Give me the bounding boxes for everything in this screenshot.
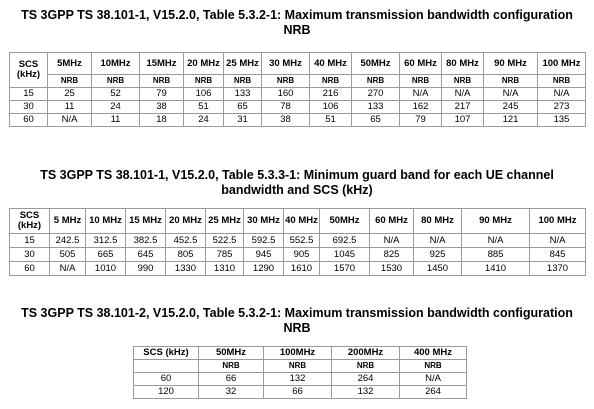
value-cell: N/A — [538, 88, 586, 101]
table2-header-cell: 30 MHz — [244, 209, 284, 234]
value-cell: 38 — [140, 101, 184, 114]
table1-header-cell: 50MHz — [352, 53, 400, 75]
value-cell: 133 — [224, 88, 262, 101]
value-cell: 1310 — [206, 262, 244, 276]
value-cell: 217 — [442, 101, 484, 114]
value-cell: 1450 — [414, 262, 462, 276]
value-cell: N/A — [400, 88, 442, 101]
value-cell: 18 — [140, 114, 184, 127]
table1-nrb-cell: NRB — [352, 75, 400, 88]
table3-nrb-cell: NRB — [332, 360, 400, 373]
value-cell: 990 — [126, 262, 166, 276]
value-cell: 121 — [484, 114, 538, 127]
table1-header-cell: 25 MHz — [224, 53, 262, 75]
value-cell: 805 — [166, 248, 206, 262]
table-row — [10, 234, 586, 248]
max-bandwidth-table-fr1 — [9, 52, 586, 127]
value-cell: N/A — [50, 262, 86, 276]
table1-nrb-row — [10, 75, 586, 88]
table-row — [134, 386, 467, 399]
value-cell: 1610 — [284, 262, 320, 276]
value-cell: 1330 — [166, 262, 206, 276]
min-guard-band-table — [9, 208, 586, 276]
value-cell: 1010 — [86, 262, 126, 276]
value-cell: 78 — [262, 101, 310, 114]
value-cell: 1290 — [244, 262, 284, 276]
value-cell: 216 — [310, 88, 352, 101]
value-cell: 1570 — [320, 262, 370, 276]
value-cell: 273 — [538, 101, 586, 114]
value-cell: 31 — [224, 114, 262, 127]
value-cell: 592.5 — [244, 234, 284, 248]
value-cell: 132 — [264, 373, 332, 386]
value-cell: 264 — [332, 373, 400, 386]
table-row — [10, 114, 586, 127]
table1-body — [10, 88, 586, 127]
value-cell: 692.5 — [320, 234, 370, 248]
value-cell: N/A — [530, 234, 586, 248]
value-cell: N/A — [462, 234, 530, 248]
value-cell: 11 — [92, 114, 140, 127]
table3-nrb-cell: NRB — [199, 360, 264, 373]
table-row — [134, 373, 467, 386]
table1-header-cell: 60 MHz — [400, 53, 442, 75]
value-cell: 645 — [126, 248, 166, 262]
value-cell: 79 — [400, 114, 442, 127]
table3-header-cell: 100MHz — [264, 347, 332, 360]
value-cell: 51 — [184, 101, 224, 114]
table3-nrb-cell: NRB — [400, 360, 467, 373]
value-cell: 245 — [484, 101, 538, 114]
value-cell: 505 — [50, 248, 86, 262]
table1-header-cell: 10MHz — [92, 53, 140, 75]
table2-header-cell: 90 MHz — [462, 209, 530, 234]
scs-cell: 15 — [10, 234, 50, 248]
scs-cell: 120 — [134, 386, 199, 399]
value-cell: N/A — [484, 88, 538, 101]
table1-header-cell: 80 MHz — [442, 53, 484, 75]
value-cell: 905 — [284, 248, 320, 262]
value-cell: 264 — [400, 386, 467, 399]
value-cell: 132 — [332, 386, 400, 399]
value-cell: 65 — [352, 114, 400, 127]
value-cell: 51 — [310, 114, 352, 127]
table1-nrb-cell: NRB — [400, 75, 442, 88]
value-cell: 107 — [442, 114, 484, 127]
table2-header-cell: 10 MHz — [86, 209, 126, 234]
table1-header-cell: 100 MHz — [538, 53, 586, 75]
table2-header-cell: 20 MHz — [166, 209, 206, 234]
table1-header-cell: 90 MHz — [484, 53, 538, 75]
value-cell: 24 — [184, 114, 224, 127]
table1-header-cell: 5MHz — [48, 53, 92, 75]
table1-header-cell: 30 MHz — [262, 53, 310, 75]
table1-nrb-cell: NRB — [224, 75, 262, 88]
table-row — [10, 101, 586, 114]
table2-header-cell: 15 MHz — [126, 209, 166, 234]
table2-header-cell: 25 MHz — [206, 209, 244, 234]
value-cell: 32 — [199, 386, 264, 399]
value-cell: N/A — [48, 114, 92, 127]
table2-header-cell: 60 MHz — [370, 209, 414, 234]
table1-nrb-cell: NRB — [48, 75, 92, 88]
table3-header-row — [134, 347, 467, 360]
value-cell: 106 — [184, 88, 224, 101]
value-cell: 1370 — [530, 262, 586, 276]
table1-header-cell: 15MHz — [140, 53, 184, 75]
value-cell: 665 — [86, 248, 126, 262]
scs-cell: 60 — [10, 262, 50, 276]
table1-header-row — [10, 53, 586, 75]
value-cell: 162 — [400, 101, 442, 114]
value-cell: 25 — [48, 88, 92, 101]
table3-nrb-cell: NRB — [264, 360, 332, 373]
value-cell: 825 — [370, 248, 414, 262]
table1-nrb-cell: NRB — [140, 75, 184, 88]
max-bandwidth-table-fr2 — [133, 346, 467, 399]
table-row — [10, 248, 586, 262]
table2-header-row — [10, 209, 586, 234]
value-cell: 133 — [352, 101, 400, 114]
table1-corner-cell: SCS (kHz) — [10, 53, 48, 88]
table3-empty-cell — [134, 360, 199, 373]
value-cell: 885 — [462, 248, 530, 262]
value-cell: 1410 — [462, 262, 530, 276]
value-cell: 270 — [352, 88, 400, 101]
scs-cell: 30 — [10, 101, 48, 114]
table3-title-line1: TS 3GPP TS 38.101-2, V15.2.0, Table 5.3.2-1: Maximum transmission bandwidth configuration — [21, 306, 573, 320]
table3-corner-cell: SCS (kHz) — [134, 347, 199, 360]
table3-nrb-row — [134, 360, 467, 373]
value-cell: 845 — [530, 248, 586, 262]
table1-header-cell: 40 MHz — [310, 53, 352, 75]
table1-nrb-cell: NRB — [184, 75, 224, 88]
table1-nrb-cell: NRB — [538, 75, 586, 88]
table2-header-cell: 40 MHz — [284, 209, 320, 234]
table2-title-line1: TS 3GPP TS 38.101-1, V15.2.0, Table 5.3.3-1: Minimum guard band for each UE channel — [40, 168, 554, 182]
value-cell: 11 — [48, 101, 92, 114]
value-cell: 312.5 — [86, 234, 126, 248]
value-cell: 160 — [262, 88, 310, 101]
scs-cell: 15 — [10, 88, 48, 101]
table-row — [10, 262, 586, 276]
value-cell: 66 — [199, 373, 264, 386]
value-cell: 945 — [244, 248, 284, 262]
table1-nrb-cell: NRB — [92, 75, 140, 88]
table3-header-cell: 50MHz — [199, 347, 264, 360]
value-cell: 135 — [538, 114, 586, 127]
table1-title-line1: TS 3GPP TS 38.101-1, V15.2.0, Table 5.3.2-1: Maximum transmission bandwidth configuration — [21, 8, 573, 22]
table2-header-cell: 80 MHz — [414, 209, 462, 234]
table1-header-cell: 20 MHz — [184, 53, 224, 75]
scs-cell: 60 — [134, 373, 199, 386]
value-cell: 1530 — [370, 262, 414, 276]
table3-body — [134, 373, 467, 399]
table1-nrb-cell: NRB — [442, 75, 484, 88]
value-cell: 785 — [206, 248, 244, 262]
value-cell: 79 — [140, 88, 184, 101]
value-cell: 925 — [414, 248, 462, 262]
table2-corner-cell: SCS (kHz) — [10, 209, 50, 234]
table2-header-cell: 100 MHz — [530, 209, 586, 234]
value-cell: N/A — [400, 373, 467, 386]
table1-title-line2: NRB — [283, 23, 311, 37]
value-cell: 38 — [262, 114, 310, 127]
table3-title-line2: NRB — [283, 321, 311, 335]
value-cell: 552.5 — [284, 234, 320, 248]
table2-body — [10, 234, 586, 276]
scs-cell: 60 — [10, 114, 48, 127]
value-cell: 382.5 — [126, 234, 166, 248]
value-cell: 66 — [264, 386, 332, 399]
table1-nrb-cell: NRB — [310, 75, 352, 88]
table1-nrb-cell: NRB — [262, 75, 310, 88]
table3-header-cell: 200MHz — [332, 347, 400, 360]
value-cell: 24 — [92, 101, 140, 114]
value-cell: 106 — [310, 101, 352, 114]
table2-header-cell: 50MHz — [320, 209, 370, 234]
value-cell: N/A — [370, 234, 414, 248]
value-cell: N/A — [414, 234, 462, 248]
table2-title-line2: bandwidth and SCS (kHz) — [221, 183, 373, 197]
table-row — [10, 88, 586, 101]
value-cell: 1045 — [320, 248, 370, 262]
value-cell: 65 — [224, 101, 262, 114]
scs-cell: 30 — [10, 248, 50, 262]
table3-header-cell: 400 MHz — [400, 347, 467, 360]
value-cell: 52 — [92, 88, 140, 101]
value-cell: 452.5 — [166, 234, 206, 248]
value-cell: N/A — [442, 88, 484, 101]
value-cell: 242.5 — [50, 234, 86, 248]
table1-nrb-cell: NRB — [484, 75, 538, 88]
table2-header-cell: 5 MHz — [50, 209, 86, 234]
value-cell: 522.5 — [206, 234, 244, 248]
